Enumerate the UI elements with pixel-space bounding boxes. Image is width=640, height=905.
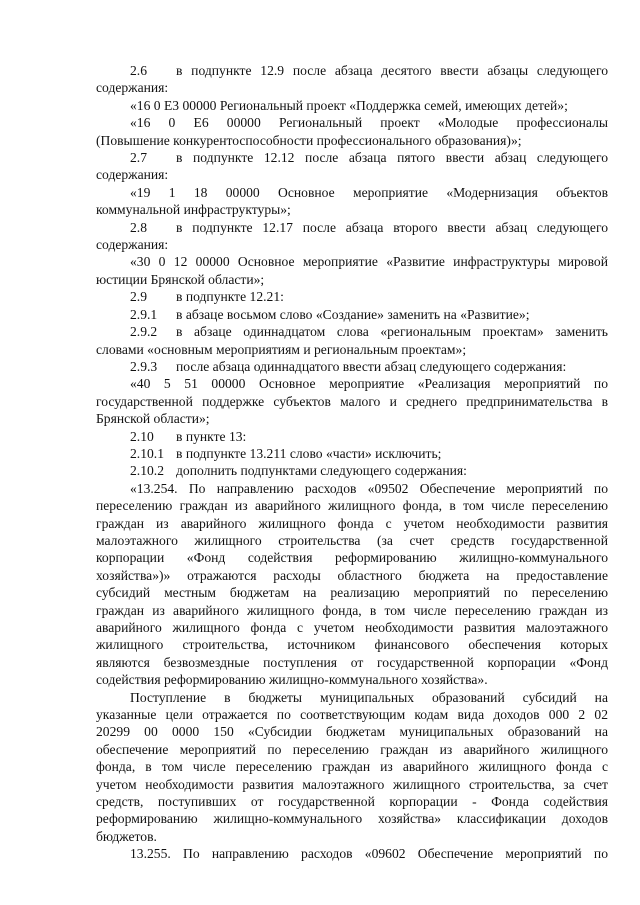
paragraph-line: содействия реформированию жилищно-коммунального хозяйства».	[96, 672, 488, 688]
paragraph-line	[96, 445, 608, 462]
line-text: в подпункте 12.21:	[176, 289, 284, 305]
paragraph-line: содержания:	[96, 167, 169, 183]
paragraph-line: переселению граждан из аварийного жилищного фонда, в том числе переселению	[96, 498, 608, 514]
item-number: 2.7	[130, 150, 147, 166]
item-number: 2.10	[130, 428, 154, 444]
paragraph-line: являются безвозмездные поступления от государственной корпорации «Фонд	[96, 654, 608, 670]
paragraph-line	[96, 306, 608, 323]
paragraph-line: «16 0 E3 00000 Региональный проект «Поддержка семей, имеющих детей»;	[130, 97, 568, 113]
item-number: 2.9.3	[130, 358, 158, 374]
paragraph-line: словами «основным мероприятиям и региональным проектам»;	[96, 341, 467, 357]
paragraph-line: государственной поддержке субъектов малого и среднего предпринимательства в	[96, 393, 608, 409]
line-text: в подпункте 12.9 после абзаца десятого ввести абзацы следующего	[176, 63, 608, 78]
paragraph-line: учетом необходимости развития малоэтажного жилищного строительства, за счет	[96, 776, 608, 792]
line-text: в подпункте 12.12 после абзаца пятого ввести абзац следующего	[176, 150, 608, 166]
paragraph-line: юстиции Брянской области»;	[96, 271, 265, 287]
paragraph-line	[96, 62, 608, 79]
paragraph-line: «13.254. По направлению расходов «09502 Обеспечение мероприятий по	[130, 480, 608, 496]
paragraph-line: указанные цели отражается по соответствующим кодам вида доходов 000 2 02	[96, 707, 608, 723]
line-text: в абзаце восьмом слово «Создание» заменить на «Развитие»;	[176, 306, 530, 322]
line-text: в абзаце одиннадцатом слова «региональным проектам» заменить	[176, 324, 608, 340]
paragraph-line: обеспечение мероприятий по переселению граждан из аварийного жилищного	[96, 741, 608, 757]
paragraph-line: 20299 00 0000 150 «Субсидии бюджетам муниципальных образований на	[96, 724, 608, 740]
line-text: в пункте 13:	[176, 428, 247, 444]
paragraph-line	[96, 462, 608, 479]
item-number: 2.10.2	[130, 463, 164, 479]
paragraph-line	[96, 323, 608, 340]
paragraph-line: малоэтажного жилищного строительства (за счет средств государственной	[96, 532, 608, 548]
paragraph-line: реформированию жилищно-коммунального хозяйства» классификации доходов	[96, 811, 608, 827]
line-text: в подпункте 13.211 слово «части» исключить;	[176, 445, 442, 461]
paragraph-line	[96, 428, 608, 445]
line-text: после абзаца одиннадцатого ввести абзац следующего содержания:	[176, 358, 567, 374]
paragraph-line: содержания:	[96, 237, 169, 253]
paragraph-line: хозяйства»)» отражаются расходы областного бюджета на предоставление	[96, 567, 608, 583]
line-text: дополнить подпунктами следующего содержания:	[176, 463, 467, 479]
paragraph-line: коммунальной инфраструктуры»;	[96, 202, 291, 218]
document-page	[96, 62, 608, 863]
paragraph-line: 13.255. По направлению расходов «09602 Обеспечение мероприятий по	[130, 846, 608, 862]
paragraph-line: жилищного строительства, источником финансового обеспечения которых	[96, 637, 608, 653]
paragraph-line: аварийного жилищного фонда с учетом необходимости развития малоэтажного	[96, 620, 608, 635]
paragraph-line	[96, 219, 608, 236]
item-number: 2.10.1	[130, 445, 164, 461]
item-number: 2.6	[130, 63, 147, 78]
paragraph-line: субсидий местным бюджетам на реализацию мероприятий по переселению	[96, 585, 608, 601]
paragraph-line: «40 5 51 00000 Основное мероприятие «Реализация мероприятий по	[130, 376, 608, 392]
item-number: 2.9.1	[130, 306, 158, 322]
paragraph-line	[96, 358, 608, 375]
item-number: 2.8	[130, 219, 147, 235]
paragraph-line: корпорации «Фонд содействия реформированию жилищно-коммунального	[96, 550, 608, 566]
paragraph-line: содержания:	[96, 80, 169, 96]
paragraph-line	[96, 149, 608, 166]
paragraph-line: «16 0 E6 00000 Региональный проект «Молодые профессионалы	[130, 115, 608, 131]
line-text: в подпункте 12.17 после абзаца второго ввести абзац следующего	[176, 219, 608, 235]
paragraph-line	[96, 288, 608, 305]
item-number: 2.9.2	[130, 324, 158, 340]
paragraph-line: граждан из аварийного жилищного фонда с учетом необходимости развития	[96, 515, 608, 531]
paragraph-line: «19 1 18 00000 Основное мероприятие «Модернизация объектов	[130, 184, 608, 200]
paragraph-line: фонда, в том числе переселению граждан из аварийного жилищного фонда с	[96, 759, 608, 775]
paragraph-line: средств, поступивших от государственной корпорации - Фонда содействия	[96, 794, 608, 810]
paragraph-line: Брянской области»;	[96, 411, 210, 427]
paragraph-line: бюджетов.	[96, 828, 157, 844]
paragraph-line: Поступление в бюджеты муниципальных образований субсидий на	[130, 689, 608, 705]
paragraph-line: «30 0 12 00000 Основное мероприятие «Развитие инфраструктуры мировой	[130, 254, 608, 270]
paragraph-line: (Повышение конкурентоспособности профессионального образования)»;	[96, 132, 522, 148]
item-number: 2.9	[130, 289, 147, 305]
paragraph-line: граждан из аварийного жилищного фонда, в том числе переселению граждан из	[96, 602, 608, 618]
